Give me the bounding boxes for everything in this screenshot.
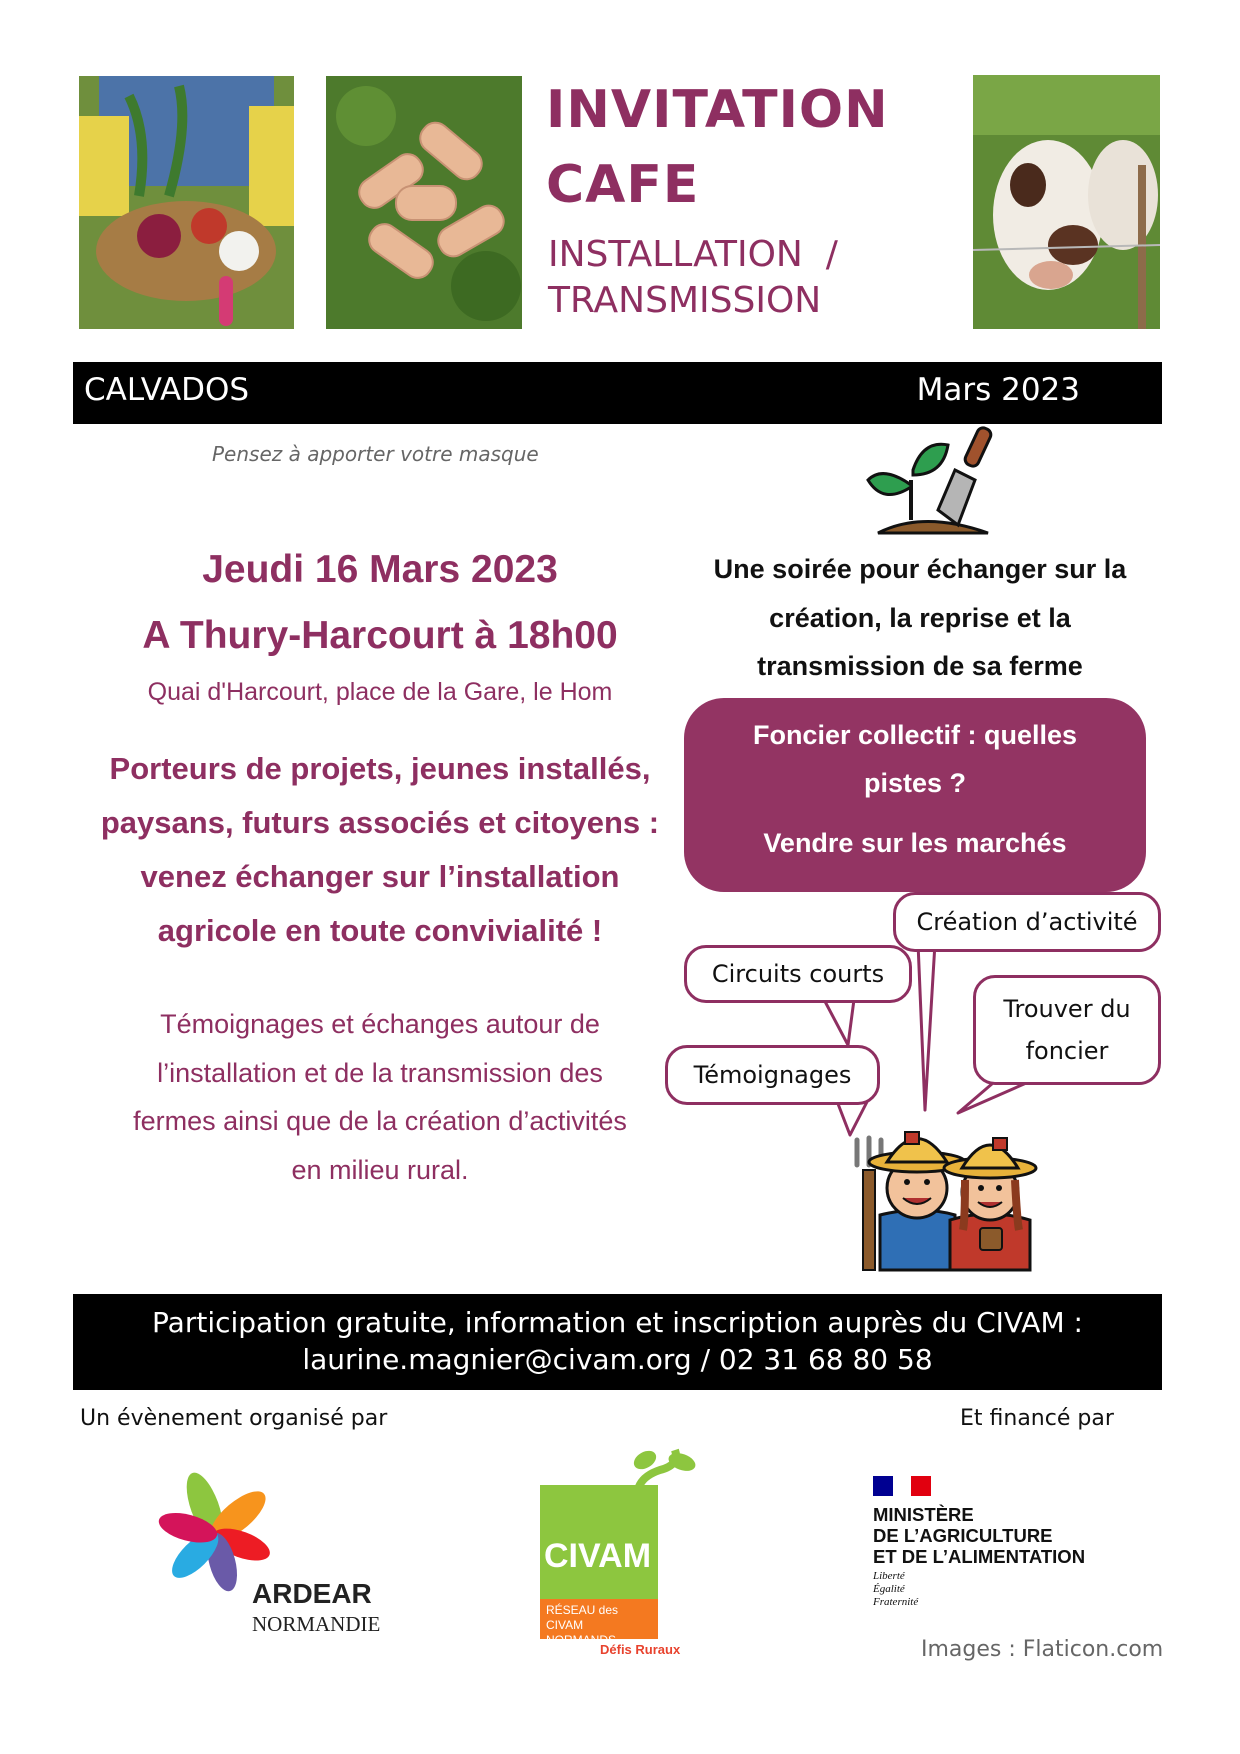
ardear-name: ARDEAR (252, 1578, 372, 1609)
invite-line-2: paysans, futurs associés et citoyens : (100, 805, 660, 840)
subtitle-transmission: TRANSMISSION (548, 280, 822, 321)
civam-logo (540, 1440, 710, 1665)
bubble-trouver-foncier (973, 975, 1161, 1085)
description-line-4: en milieu rural. (291, 1154, 469, 1185)
ardear-region: NORMANDIE (252, 1612, 381, 1636)
topic-marches: Vendre sur les marchés (763, 828, 1067, 858)
event-date: Jeudi 16 Mars 2023 (202, 548, 558, 591)
organized-by-label: Un évènement organisé par (80, 1406, 388, 1431)
ministry-motto (873, 1570, 918, 1609)
description-line-1: Témoignages et échanges autour de (160, 1009, 600, 1039)
bubble-circuits-courts (684, 945, 912, 1003)
financed-by-label: Et financé par (960, 1406, 1114, 1431)
title-cafe: CAFE (546, 155, 700, 215)
farmers-illustration (845, 1110, 1045, 1275)
motto-1: Liberté (873, 1570, 905, 1582)
invite-line-4: agricole en toute convivialité ! (157, 913, 603, 948)
event-address: Quai d'Harcourt, place de la Gare, le Hom (147, 678, 613, 706)
topic-foncier-line-1: Foncier collectif : quelles (752, 720, 1078, 750)
title-invitation: INVITATION (546, 80, 889, 140)
bubble-foncier-line-2: foncier (1025, 1037, 1109, 1065)
banner-date: Mars 2023 (916, 372, 1080, 408)
mask-note: Pensez à apporter votre masque (212, 442, 539, 466)
civam-sub-2: NORMANDS (546, 1633, 617, 1647)
motto-3: Fraternité (873, 1596, 919, 1608)
ministry-line-1: MINISTÈRE (873, 1504, 974, 1525)
civam-name: CIVAM (544, 1537, 652, 1575)
ministry-line-3: ET DE L’ALIMENTATION (873, 1546, 1086, 1567)
contact-line-1: Participation gratuite, information et inscription auprès du CIVAM : (152, 1306, 1083, 1339)
topic-foncier-line-2: pistes ? (863, 768, 967, 798)
banner-region: CALVADOS (84, 372, 250, 408)
civam-orange-block (540, 1599, 658, 1647)
ardear-logo (150, 1470, 400, 1640)
civam-tagline: Défis Ruraux (600, 1642, 681, 1657)
invite-line-1: Porteurs de projets, jeunes installés, (109, 751, 651, 786)
evening-line-2: création, la reprise et la (769, 602, 1071, 633)
invite-line-3: venez échanger sur l’installation (140, 859, 620, 894)
bubble-creation-activite (893, 892, 1161, 952)
evening-line-3: transmission de sa ferme (757, 651, 1083, 681)
contact-banner (73, 1294, 1162, 1390)
bubble-circuits-text: Circuits courts (711, 960, 885, 988)
event-place-time: A Thury-Harcourt à 18h00 (142, 614, 618, 657)
bubble-creation-text: Création d’activité (916, 908, 1138, 936)
contact-line-2[interactable]: laurine.magnier@civam.org / 02 31 68 80 58 (302, 1343, 933, 1376)
subtitle-installation: INSTALLATION / (548, 234, 838, 275)
civam-sub-1: RÉSEAU des CIVAM (546, 1603, 619, 1632)
image-credits: Images : Flaticon.com (921, 1637, 1164, 1662)
marianne-flag-icon (873, 1476, 931, 1496)
description-line-3: fermes ainsi que de la création d’activités (133, 1106, 627, 1136)
bubble-foncier-line-1: Trouver du (1003, 995, 1131, 1023)
ministry-name (873, 1504, 1085, 1567)
tail-creation (918, 943, 935, 1110)
ministry-logo (873, 1476, 1133, 1616)
evening-line-1: Une soirée pour échanger sur la (713, 554, 1127, 584)
description-line-2: l’installation et de la transmission des (157, 1057, 603, 1088)
bubble-temoignages (665, 1045, 880, 1105)
motto-2: Égalité (873, 1583, 905, 1595)
civam-green-block (540, 1485, 658, 1599)
bubble-temoignages-text: Témoignages (693, 1061, 852, 1089)
ministry-line-2: DE L’AGRICULTURE (873, 1525, 1053, 1546)
